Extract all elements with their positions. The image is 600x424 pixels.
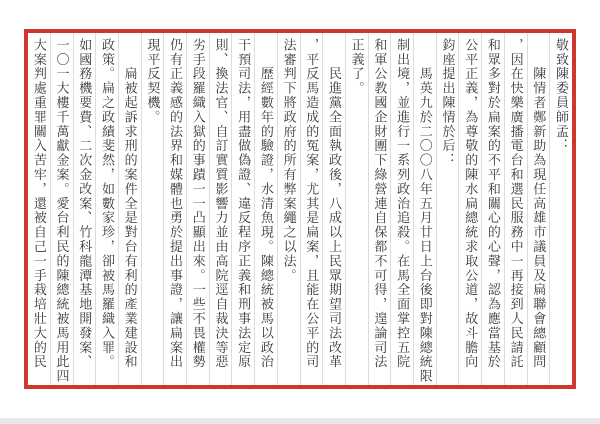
letter-column-11: 民進黨全面執政後，八成以上民眾期望司法改革 [322, 33, 345, 385]
letter-column-14: 歷經數年的驗證，水清魚現。陳總統被馬以政治 [254, 33, 277, 385]
letter-column-19: 現平反契機。 [141, 33, 164, 385]
letter-column-18: 仍有正義感的法界和媒體也勇於提出事證，讓扁案出 [163, 33, 186, 385]
letter-column-2: 陳情者鄭新助為現任高雄市議員及扁聯會總顧問 [527, 33, 550, 385]
letter-column-12: ，平反馬造成的冤案，尤其是扁案，且能在公平的司 [300, 33, 323, 385]
letter-column-13: 法審判下將政府的所有弊案繩之以法。 [277, 33, 300, 385]
letter-column-5: 公平正義，為尊敬的陳水扁總統求取公道，故斗膽向 [458, 33, 481, 385]
letter-column-1: 敬致陳委員師孟： [549, 33, 572, 385]
letter-column-3: ，因在快樂廣播電台和選民服務中一再接到人民請託 [504, 33, 527, 385]
letter-column-15: 干預司法，用盡做偽證、違反程序正義和刑事法定原 [231, 33, 254, 385]
letter-column-23: 一〇一大樓千萬獻金案。愛台利民的陳總統被馬用此四 [50, 33, 73, 385]
letter-column-10: 正義了。 [345, 33, 368, 385]
paper-bottom-edge [0, 418, 600, 424]
letter-body [28, 33, 572, 385]
letter-column-9: 和軍公教國企財團下綠營連自保都不可得，遑論司法 [368, 33, 391, 385]
red-frame [24, 29, 576, 389]
letter-column-4: 和眾多對於扁案的不平和關心的心聲，認為應當基於 [481, 33, 504, 385]
letter-column-8: 制出境，並進行一系列政治追殺。在馬全面掌控五院 [390, 33, 413, 385]
letter-column-20: 扁被起訴求刑的案件全是對台有利的產業建設和 [118, 33, 141, 385]
letter-column-17: 劣手段羅織入獄的事蹟一一凸顯出來。一些不畏權勢 [186, 33, 209, 385]
letter-column-21: 政策。扁之政績斐然，如數家珍，卻被馬羅織入罪。 [95, 33, 118, 385]
letter-column-16: 則、換法官、自訂實質影響力並由高院逕自裁決等惡 [209, 33, 232, 385]
letter-column-24: 大案判處重罪關入苦牢，還被自己一手栽培壯大的民 [31, 38, 47, 370]
letter-column-7: 馬英九於二〇〇八年五月廿日上台後即對陳總統限 [413, 33, 436, 385]
letter-column-22: 如國務機要費、二次金改案、竹科龍潭基地開發案、 [73, 33, 96, 385]
letter-column-6: 鈞座提出陳情於后： [436, 33, 459, 385]
